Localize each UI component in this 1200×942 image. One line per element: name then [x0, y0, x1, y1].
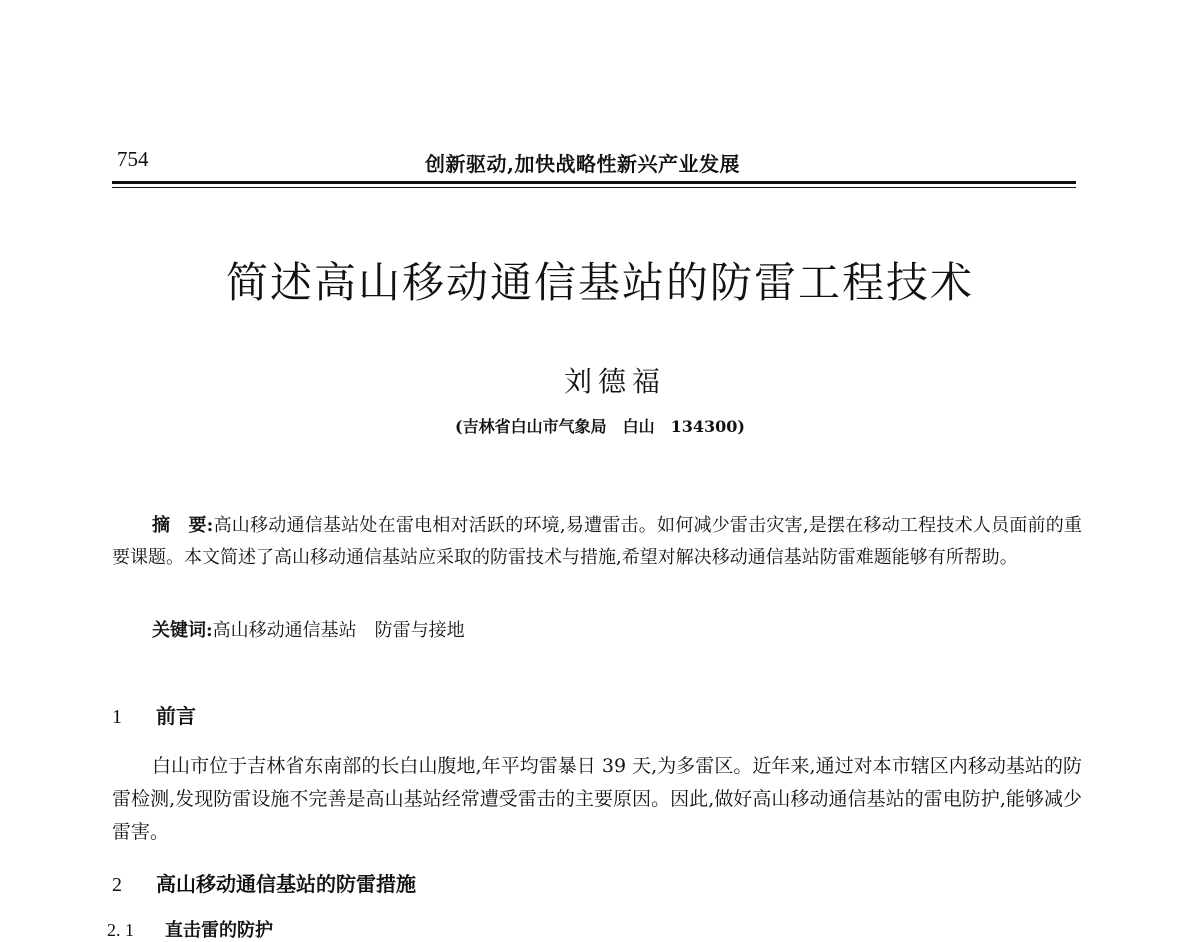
author-name: 刘德福: [563, 365, 666, 398]
abstract-paragraph: [112, 510, 1082, 574]
running-title: 创新驱动,加快战略性新兴产业发展: [425, 152, 740, 176]
body-paragraph: 白山市位于吉林省东南部的长白山腹地,年平均雷暴日 39 天,为多雷区。近年来,通过对本市辖区内移动基站的防雷检测,发现防雷设施不完善是高山基站经常遭受雷击的主要原因。因此,做好高山移动通信基站的雷电防护,能够减少雷害。: [112, 755, 1082, 843]
abstract-label: 摘 要:: [152, 515, 214, 536]
subsection-title: 直击雷的防护: [165, 920, 273, 941]
section-title: 高山移动通信基站的防雷措施: [156, 872, 416, 896]
paper-title: 简述高山移动通信基站的防雷工程技术: [225, 258, 974, 307]
keywords-text: 高山移动通信基站 防雷与接地: [212, 620, 465, 641]
section-title: 前言: [156, 704, 196, 728]
subsection-heading: [107, 916, 273, 942]
section-number: 1: [112, 706, 122, 728]
section-heading: [112, 700, 196, 729]
keywords-label: 关键词:: [152, 620, 213, 641]
abstract-text: 高山移动通信基站处在雷电相对活跃的环境,易遭雷击。如何减少雷击灾害,是摆在移动工程技术人员面前的重要课题。本文简述了高山移动通信基站应采取的防雷技术与措施,希望对解决移动通信基站防雷难题能够有所帮助。: [112, 515, 1082, 568]
subsection-number: 2. 1: [107, 920, 134, 940]
header-rule-thick: [112, 181, 1076, 184]
section-heading: [112, 868, 416, 897]
header-rule-thin: [112, 187, 1076, 188]
page-number: 754: [117, 147, 149, 171]
author-affiliation: (吉林省白山市气象局 白山 134300): [455, 417, 745, 436]
keywords-line: [152, 616, 465, 642]
section-number: 2: [112, 874, 122, 896]
